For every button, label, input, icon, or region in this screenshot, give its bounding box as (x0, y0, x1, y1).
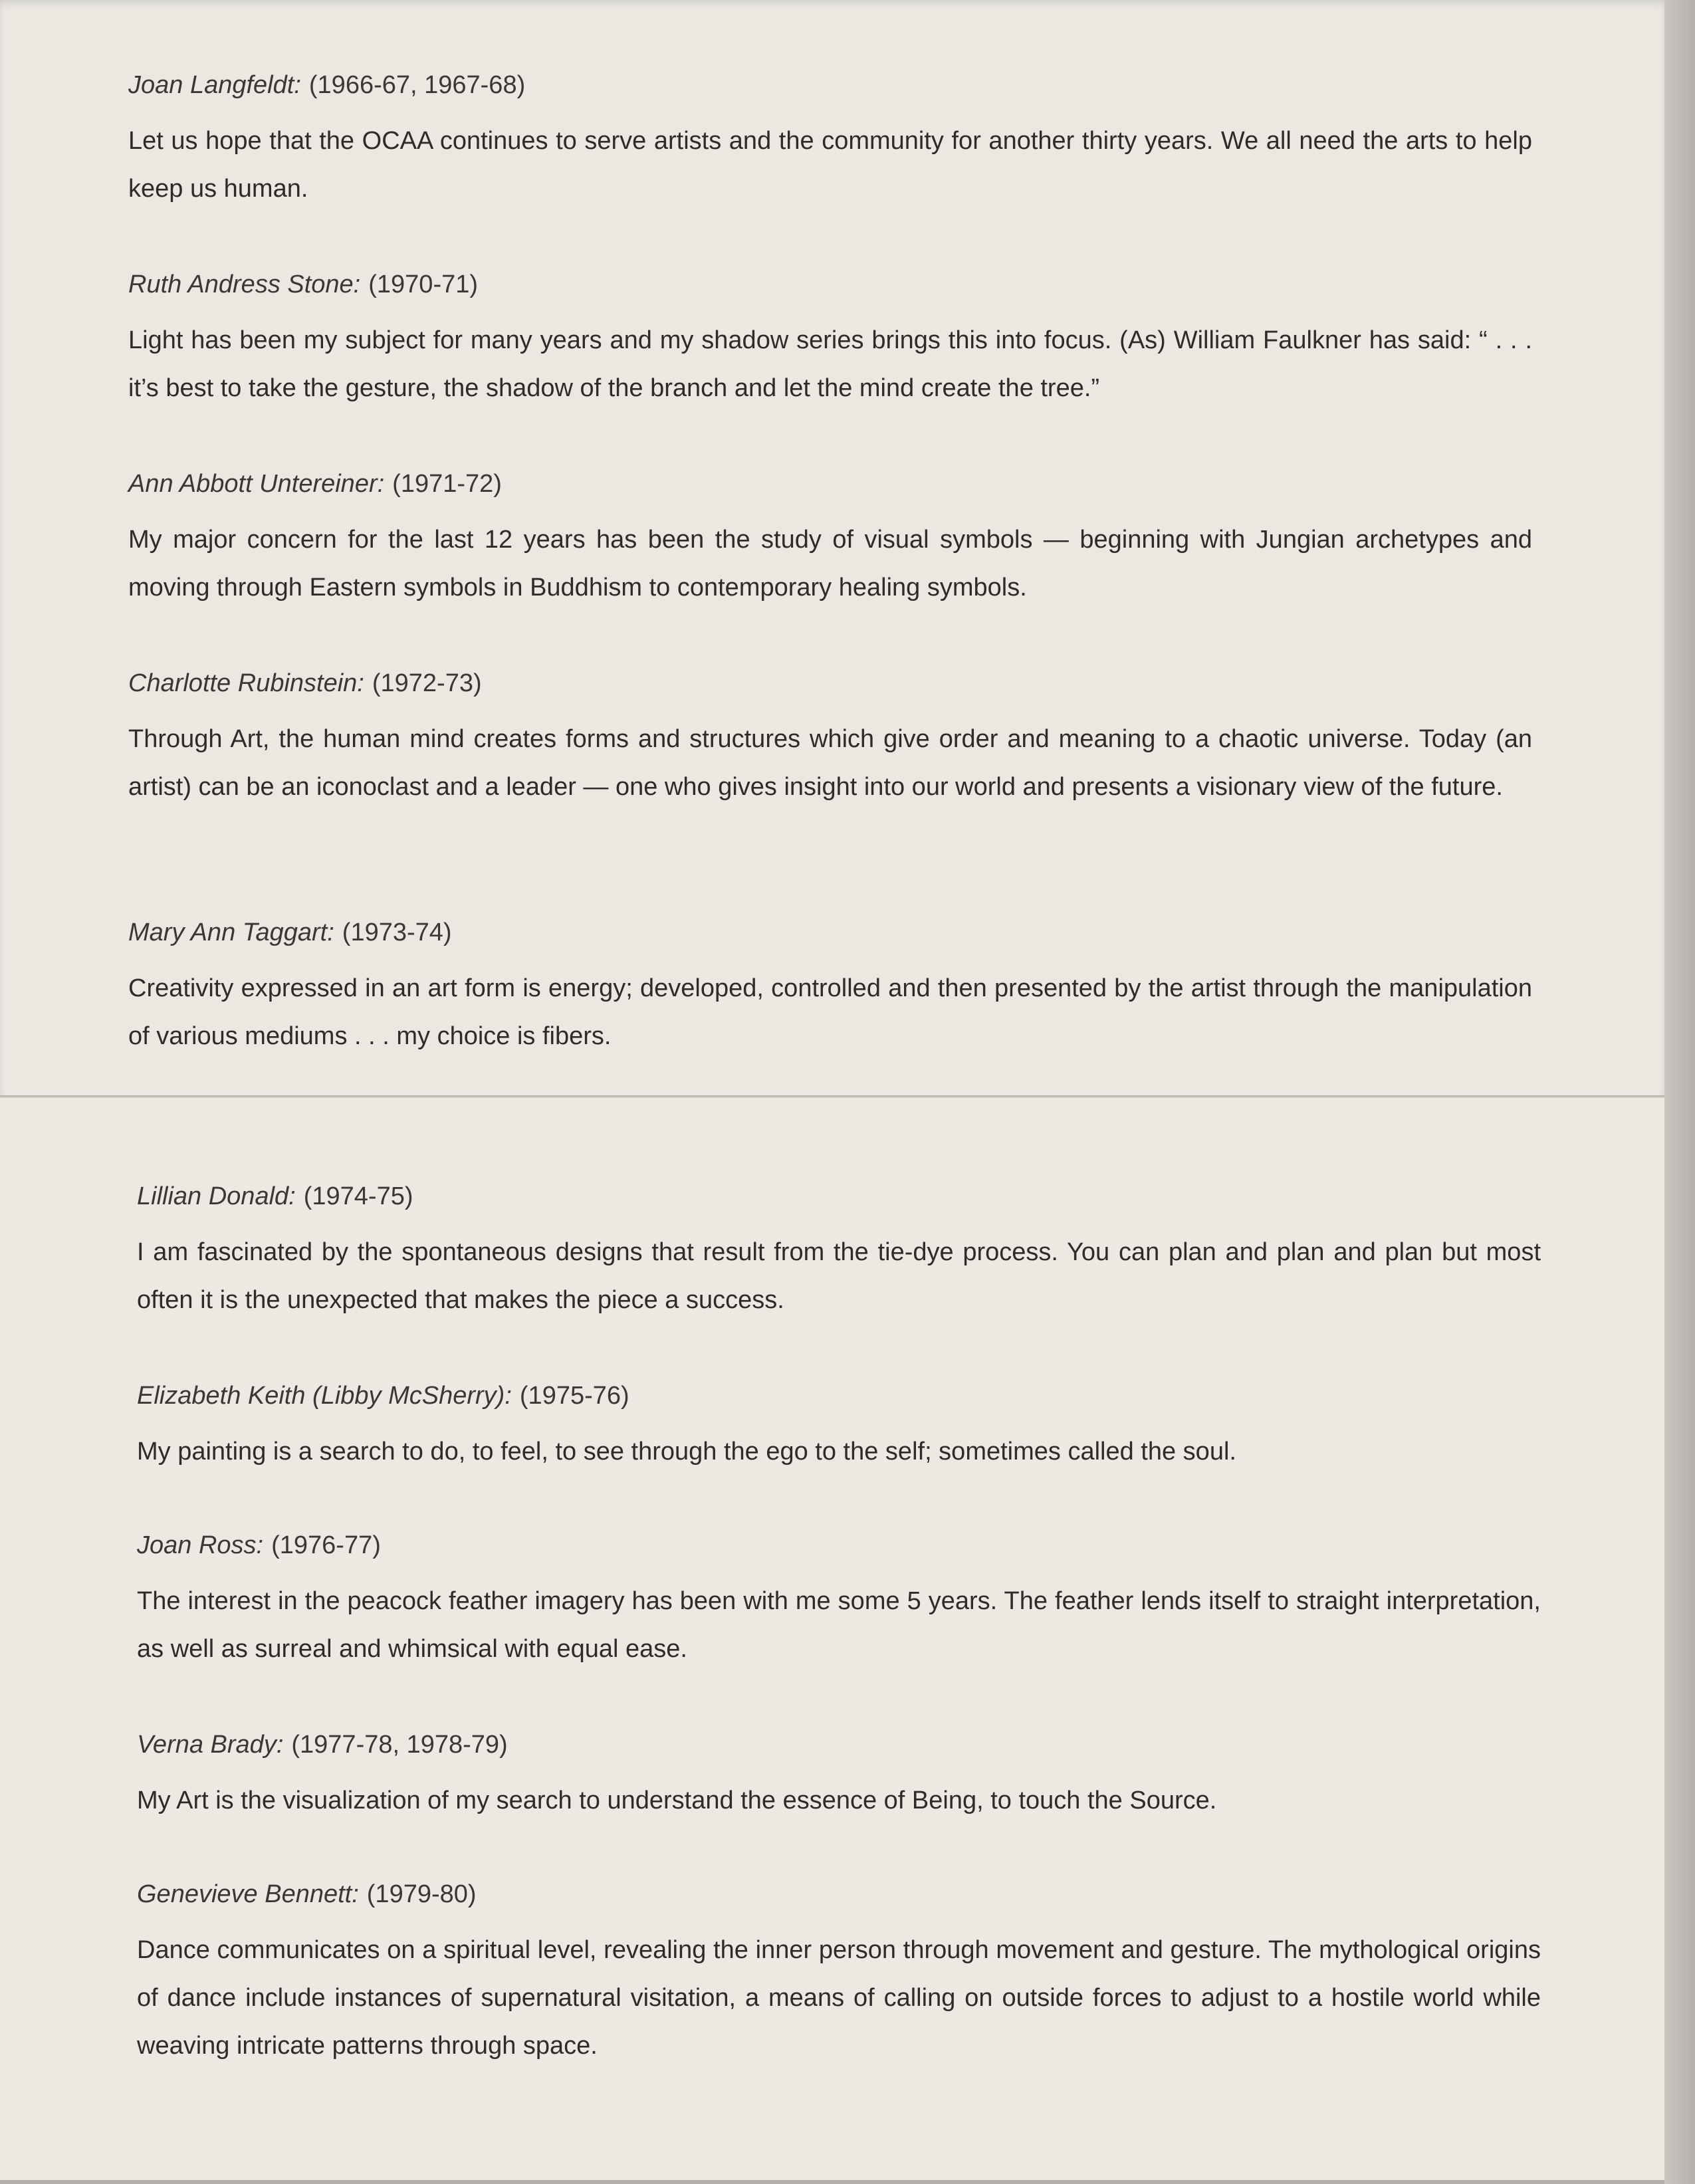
artist-statement: My major concern for the last 12 years has been the study of visual symbols — beginning with Jungian archetypes and moving through Eastern symbols in Buddhism to contemporary healing symbols. (128, 526, 1532, 601)
entry-heading (137, 1377, 1541, 1414)
artist-name: Joan Langfeldt: (128, 71, 301, 99)
entry-ruth-andress-stone (128, 266, 1532, 412)
artist-name: Genevieve Bennett: (137, 1880, 359, 1908)
page-panel-bottom (0, 1097, 1664, 2180)
entry-mary-ann-taggart (128, 914, 1532, 1060)
artist-statement: Dance communicates on a spiritual level, revealing the inner person through movement and gesture. The mythological origins of dance include instances of supernatural visitation, a means of calling on outside forces to adjust to a hostile world while weaving intricate patterns through space. (137, 1936, 1541, 2060)
artist-name: Charlotte Rubinstein: (128, 669, 364, 697)
entry-heading (137, 1178, 1541, 1215)
artist-statement: Let us hope that the OCAA continues to serve artists and the community for another thirty years. We all need the arts to help keep us human. (128, 127, 1532, 203)
artist-name: Verna Brady: (137, 1731, 284, 1759)
page-panel-top (0, 0, 1664, 1097)
term-years: (1971-72) (392, 470, 502, 498)
entry-heading (128, 465, 1532, 502)
entry-heading (128, 665, 1532, 702)
artist-statement: My Art is the visualization of my search to understand the essence of Being, to touch the Source. (137, 1787, 1217, 1814)
term-years: (1974-75) (303, 1182, 413, 1210)
artist-statement: I am fascinated by the spontaneous designs that result from the tie-dye process. You can plan and plan and plan but most often it is the unexpected that makes the piece a success. (137, 1238, 1541, 1314)
term-years: (1977-78, 1978-79) (291, 1731, 508, 1759)
artist-name: Ruth Andress Stone: (128, 271, 361, 298)
entry-heading (137, 1527, 1541, 1564)
term-years: (1975-76) (519, 1382, 629, 1410)
artist-statement: Through Art, the human mind creates forms and structures which give order and meaning to a chaotic universe. Today (an artist) can be an iconoclast and a leader — one who gives insight into our world and presents a visionary view of the future. (128, 725, 1532, 801)
term-years: (1970-71) (368, 271, 479, 298)
term-years: (1966-67, 1967-68) (308, 71, 526, 99)
entry-lillian-donald (137, 1178, 1541, 1324)
artist-statement: Creativity expressed in an art form is energy; developed, controlled and then presented by the artist through the manipulation of various mediums . . . my choice is fibers. (128, 974, 1532, 1050)
entry-genevieve-bennett (137, 1876, 1541, 2070)
entry-verna-brady (137, 1726, 1541, 1824)
entry-heading (128, 914, 1532, 951)
artist-name: Mary Ann Taggart: (128, 919, 334, 946)
entry-heading (128, 266, 1532, 303)
entry-charlotte-rubinstein (128, 665, 1532, 811)
entry-heading (137, 1876, 1541, 1913)
artist-statement: My painting is a search to do, to feel, to see through the ego to the self; sometimes called the soul. (137, 1438, 1236, 1466)
term-years: (1973-74) (342, 919, 452, 946)
paper-edge-right (1664, 0, 1695, 2184)
artist-name: Lillian Donald: (137, 1182, 296, 1210)
entry-joan-langfeldt (128, 66, 1532, 213)
artist-name: Joan Ross: (137, 1531, 264, 1559)
artist-name: Elizabeth Keith (Libby McSherry): (137, 1382, 512, 1410)
entry-elizabeth-keith (137, 1377, 1541, 1475)
artist-name: Ann Abbott Untereiner: (128, 470, 385, 498)
artist-statement: Light has been my subject for many years and my shadow series brings this into focus. (As) William Faulkner has said: “ . . . it’s best to take the gesture, the shadow of the branch and let the mind create the tree.” (128, 326, 1532, 402)
entry-joan-ross (137, 1527, 1541, 1673)
artist-statement: The interest in the peacock feather imagery has been with me some 5 years. The feather lends itself to straight interpretation, as well as surreal and whimsical with equal ease. (137, 1587, 1541, 1663)
entry-heading (128, 66, 1532, 104)
term-years: (1976-77) (271, 1531, 381, 1559)
term-years: (1979-80) (366, 1880, 477, 1908)
term-years: (1972-73) (372, 669, 482, 697)
entry-heading (137, 1726, 1541, 1763)
entry-ann-abbott-untereiner (128, 465, 1532, 611)
